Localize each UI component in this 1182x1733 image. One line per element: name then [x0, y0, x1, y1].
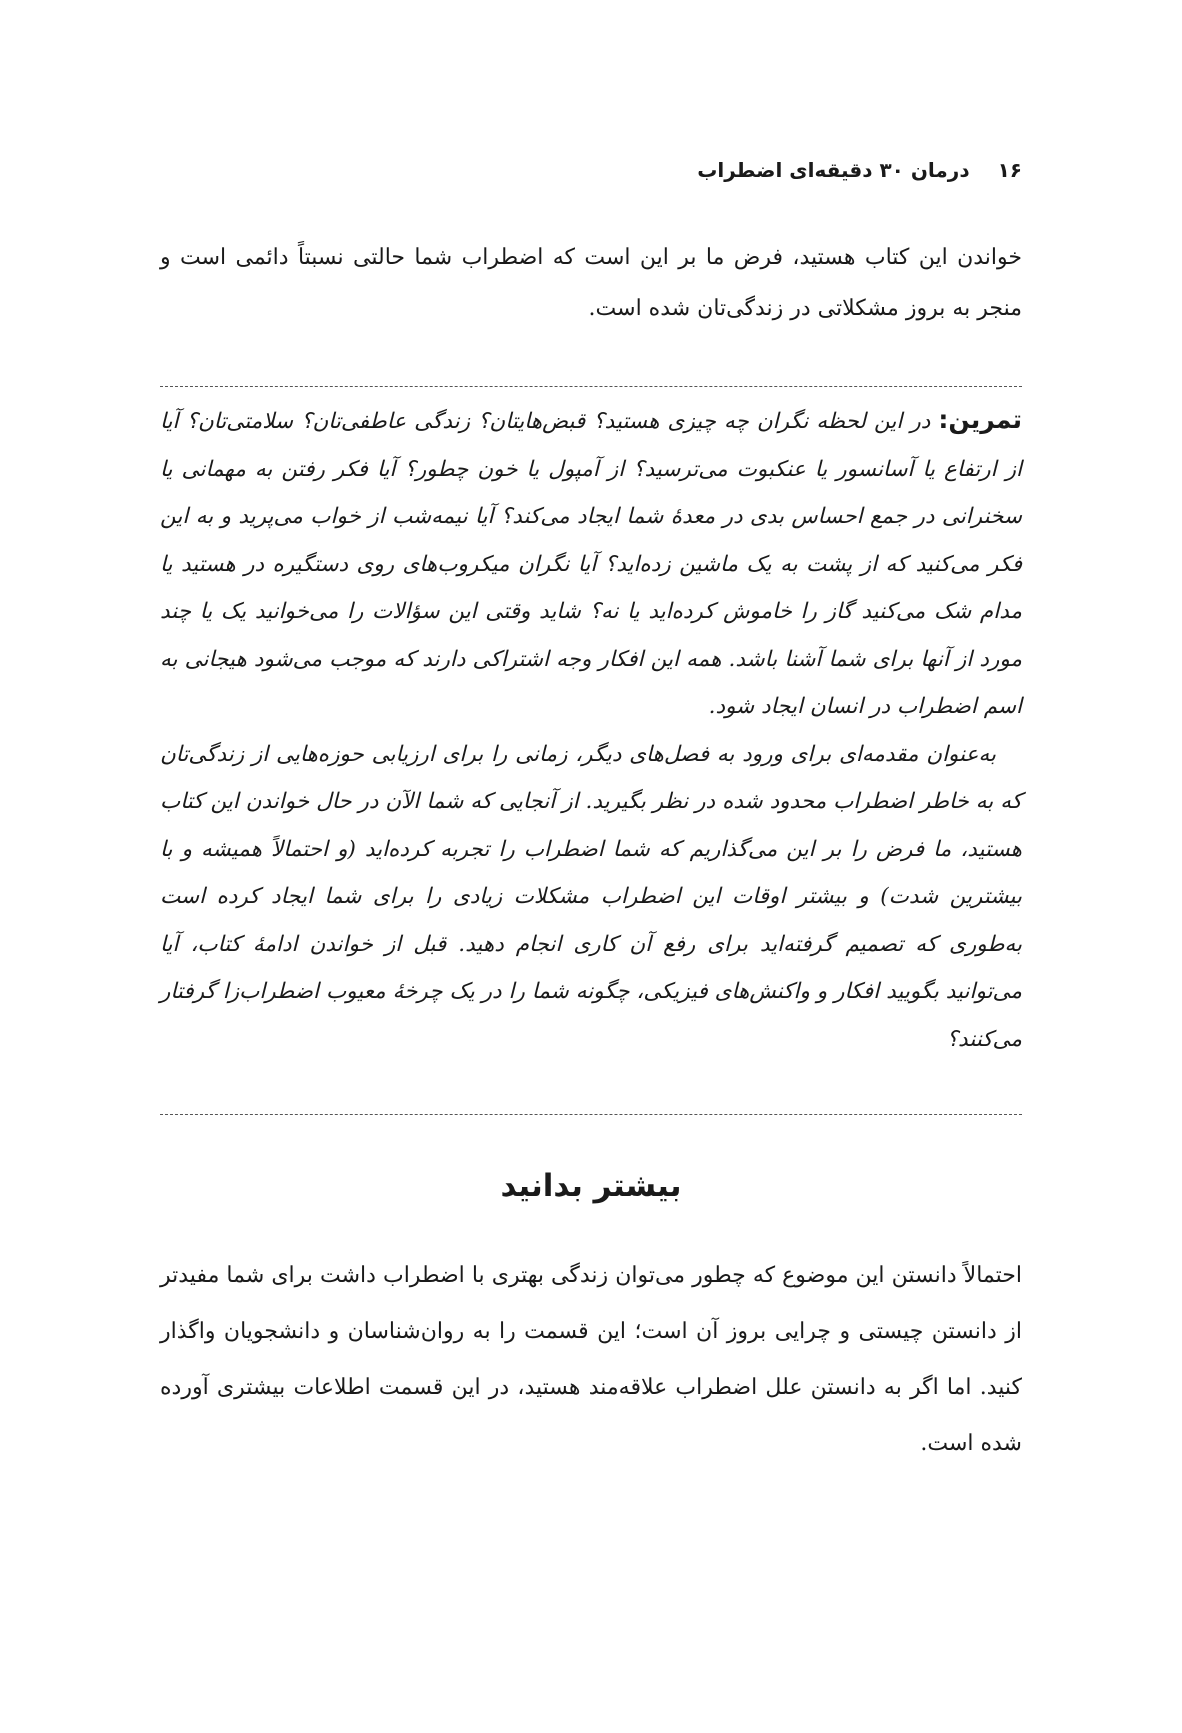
section-paragraph: احتمالاً دانستن این موضوع که چطور می‌توان زندگی بهتری با اضطراب داشت برای شما مفیدتر از دانستن چیستی و چرایی بروز آن است؛ این قسمت را به روان‌شناسان و دانشجویان واگذار کنید. اما اگر به دانستن علل اضطراب علاقه‌مند هستید، در این قسمت اطلاعات بیشتری آورده شده است. — [160, 1263, 1022, 1456]
exercise-paragraph-1 — [160, 396, 1022, 731]
exercise-text-1: در این لحظه نگران چه چیزی هستید؟ قبض‌هایتان؟ زندگی عاطفی‌تان؟ سلامتی‌تان؟ آیا از ارتفاع یا آسانسور یا عنکبوت می‌ترسید؟ از آمپول یا خون چطور؟ آیا فکر رفتن به مهمانی یا سخنرانی در جمع احساس بدی در معدهٔ شما ایجاد می‌کند؟ آیا نیمه‌شب از خواب می‌پرید و به این فکر می‌کنید که از پشت به یک ماشین زده‌اید؟ آیا نگران میکروب‌های روی دستگیره در هستید یا مدام شک می‌کنید گاز را خاموش کرده‌اید یا نه؟ شاید وقتی این سؤالات را می‌خوانید یک یا چند مورد از آنها برای شما آشنا باشد. همه این افکار وجه اشتراکی دارند که موجب می‌شود هیجانی به اسم اضطراب در انسان ایجاد شود. — [160, 409, 1022, 719]
exercise-paragraph-2: به‌عنوان مقدمه‌ای برای ورود به فصل‌های دیگر، زمانی را برای ارزیابی حوزه‌هایی از زندگی‌تان که به خاطر اضطراب محدود شده در نظر بگیرید. از آنجایی که شما الآن در حال خواندن این کتاب هستید، ما فرض را بر این می‌گذاریم که شما اضطراب را تجربه کرده‌اید (و احتمالاً همیشه و با بیشترین شدت) و بیشتر اوقات این اضطراب مشکلات زیادی را برای شما ایجاد کرده است به‌طوری که تصمیم گرفته‌اید برای رفع آن کاری انجام دهید. قبل از خواندن ادامهٔ کتاب، آیا می‌توانید بگویید افکار و واکنش‌های فیزیکی، چگونه شما را در یک چرخهٔ معیوب اضطراب‌زا گرفتار می‌کنند؟ — [160, 741, 1022, 1052]
exercise-top-rule — [160, 386, 1022, 387]
exercise-box — [160, 396, 1022, 1063]
running-header — [697, 158, 1022, 182]
book-title: درمان ۳۰ دقیقه‌ای اضطراب — [697, 158, 970, 182]
exercise-bottom-rule — [160, 1114, 1022, 1115]
exercise-label: تمرین: — [938, 405, 1022, 434]
intro-paragraph: خواندن این کتاب هستید، فرض ما بر این است که اضطراب شما حالتی نسبتاً دائمی است و منجر به بروز مشکلاتی در زندگی‌تان شده است. — [160, 245, 1022, 321]
page-number: ۱۶ — [997, 158, 1022, 182]
section-heading: بیشتر بدانید — [500, 1168, 682, 1204]
